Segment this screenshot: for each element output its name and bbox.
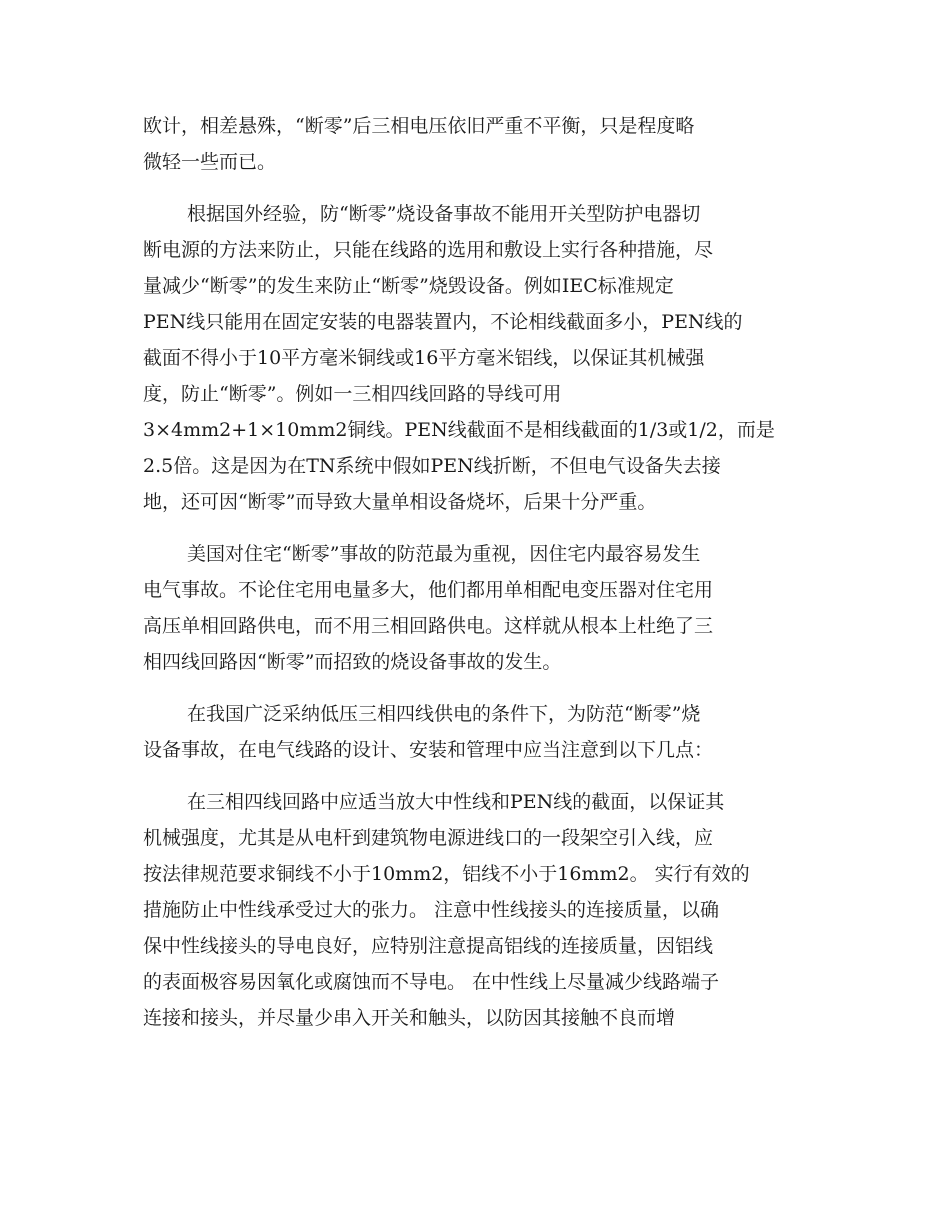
text-line: 地，还可因“断零”而导致大量单相设备烧坏，后果十分严重。 [143, 491, 657, 513]
document-body [143, 108, 808, 1052]
text-line: 在三相四线回路中应适当放大中性线和PEN线的截面，以保证其 [187, 791, 725, 813]
text-line: 根据国外经验，防“断零”烧设备事故不能用开关型防护电器切 [187, 203, 701, 225]
text-line: 按法律规范要求铜线不小于10mm2，铝线不小于16mm2。 实行有效的 [143, 863, 750, 885]
text-line: 断电源的方法来防止，只能在线路的选用和敷设上实行各种措施，尽 [143, 239, 714, 261]
text-line: 相四线回路因“断零”而招致的烧设备事故的发生。 [143, 651, 562, 673]
text-line: 保中性线接头的导电良好，应特别注意提高铝线的连接质量，因铝线 [143, 935, 714, 957]
text-line: 美国对住宅“断零”事故的防范最为重视，因住宅内最容易发生 [187, 543, 701, 565]
text-line: 截面不得小于10平方毫米铜线或16平方毫米铝线，以保证其机械强 [143, 347, 705, 369]
paragraph-1 [143, 108, 808, 180]
text-line: 微轻一些而已。 [143, 151, 277, 173]
text-line: PEN线只能用在固定安装的电器装置内，不论相线截面多小，PEN线的 [143, 311, 743, 333]
text-line: 度，防止“断零”。例如一三相四线回路的导线可用 [143, 383, 562, 405]
text-line: 的表面极容易因氧化或腐蚀而不导电。 在中性线上尽量减少线路端子 [143, 971, 720, 993]
text-line: 连接和接头，并尽量少串入开关和触头，以防因其接触不良而增 [143, 1007, 676, 1029]
paragraph-4 [143, 696, 808, 768]
paragraph-5 [143, 784, 808, 1036]
text-line: 量减少“断零”的发生来防止“断零”烧毁设备。例如IEC标准规定 [143, 275, 674, 297]
paragraph-3 [143, 536, 808, 680]
text-line: 在我国广泛采纳低压三相四线供电的条件下，为防范“断零”烧 [187, 703, 701, 725]
text-line: 措施防止中性线承受过大的张力。 注意中性线接头的连接质量，以确 [143, 899, 720, 921]
text-line: 欧计，相差悬殊，“断零”后三相电压依旧严重不平衡，只是程度略 [143, 115, 695, 137]
text-line: 电气事故。不论住宅用电量多大，他们都用单相配电变压器对住宅用 [143, 579, 714, 601]
text-line: 2.5倍。这是因为在TN系统中假如PEN线折断，不但电气设备失去接 [143, 455, 721, 477]
text-line: 机械强度，尤其是从电杆到建筑物电源进线口的一段架空引入线，应 [143, 827, 714, 849]
paragraph-2 [143, 196, 808, 520]
text-line: 高压单相回路供电，而不用三相回路供电。这样就从根本上杜绝了三 [143, 615, 714, 637]
text-line: 3×4mm2+1×10mm2铜线。PEN线截面不是相线截面的1/3或1/2，而是 [143, 419, 775, 441]
text-line: 设备事故，在电气线路的设计、安装和管理中应当注意到以下几点： [143, 739, 714, 761]
